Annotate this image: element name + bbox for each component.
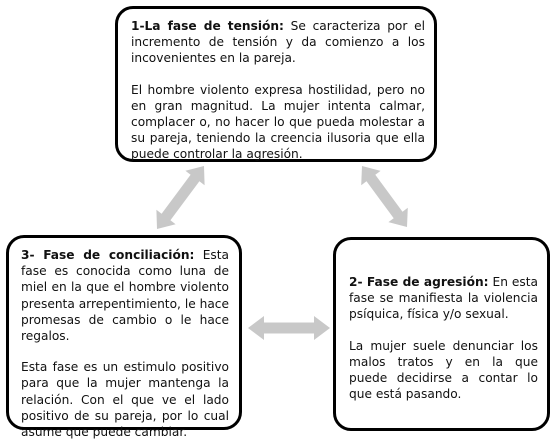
phase1-body: El hombre violento expresa hostilidad, pero no en gran magnitud. La mujer intenta calmar, complacer o, no hacer lo que pueda molestar a su pareja, teniendo la creencia ilusoria que ella puede controlar la agresión. xyxy=(131,82,425,162)
arrow-phase1-phase3 xyxy=(156,166,204,229)
phase2-intro-paragraph xyxy=(349,274,538,323)
phase1-intro: Se caracteriza por el incremento de tensión y da comienzo a los incovenientes en la pareja. xyxy=(131,19,425,66)
arrow-phase1-phase2 xyxy=(361,166,408,227)
phase2-body: La mujer suele denunciar los malos tratos y en la que puede decidirse a contar lo que está pasando. xyxy=(349,338,538,402)
phase1-title: 1-La fase de tensión: xyxy=(131,19,284,33)
phase3-body: Esta fase es un estimulo positivo para que la mujer mantenga la relación. Con el que ve el lado positivo de su pareja, por lo cual asume que puede cambiar. xyxy=(21,360,229,440)
phase1-intro-paragraph xyxy=(131,18,425,67)
phase2-title: 2- Fase de agresión: xyxy=(349,275,489,289)
phase1-box xyxy=(115,6,437,162)
phase3-intro-paragraph xyxy=(21,247,229,344)
phase2-intro: En esta fase se manifiesta la violencia psíquica, física y/o sexual. xyxy=(349,275,538,322)
phase3-intro: Esta fase es conocida como luna de miel en la que el hombre violento presenta arrepentimiento, le hace promesas de cambio o le hace regalos. xyxy=(21,248,229,344)
phase3-title: 3- Fase de conciliación: xyxy=(21,248,195,262)
arrow-phase3-phase2 xyxy=(248,316,330,340)
phase3-box xyxy=(6,235,242,440)
phase2-box xyxy=(333,237,550,431)
